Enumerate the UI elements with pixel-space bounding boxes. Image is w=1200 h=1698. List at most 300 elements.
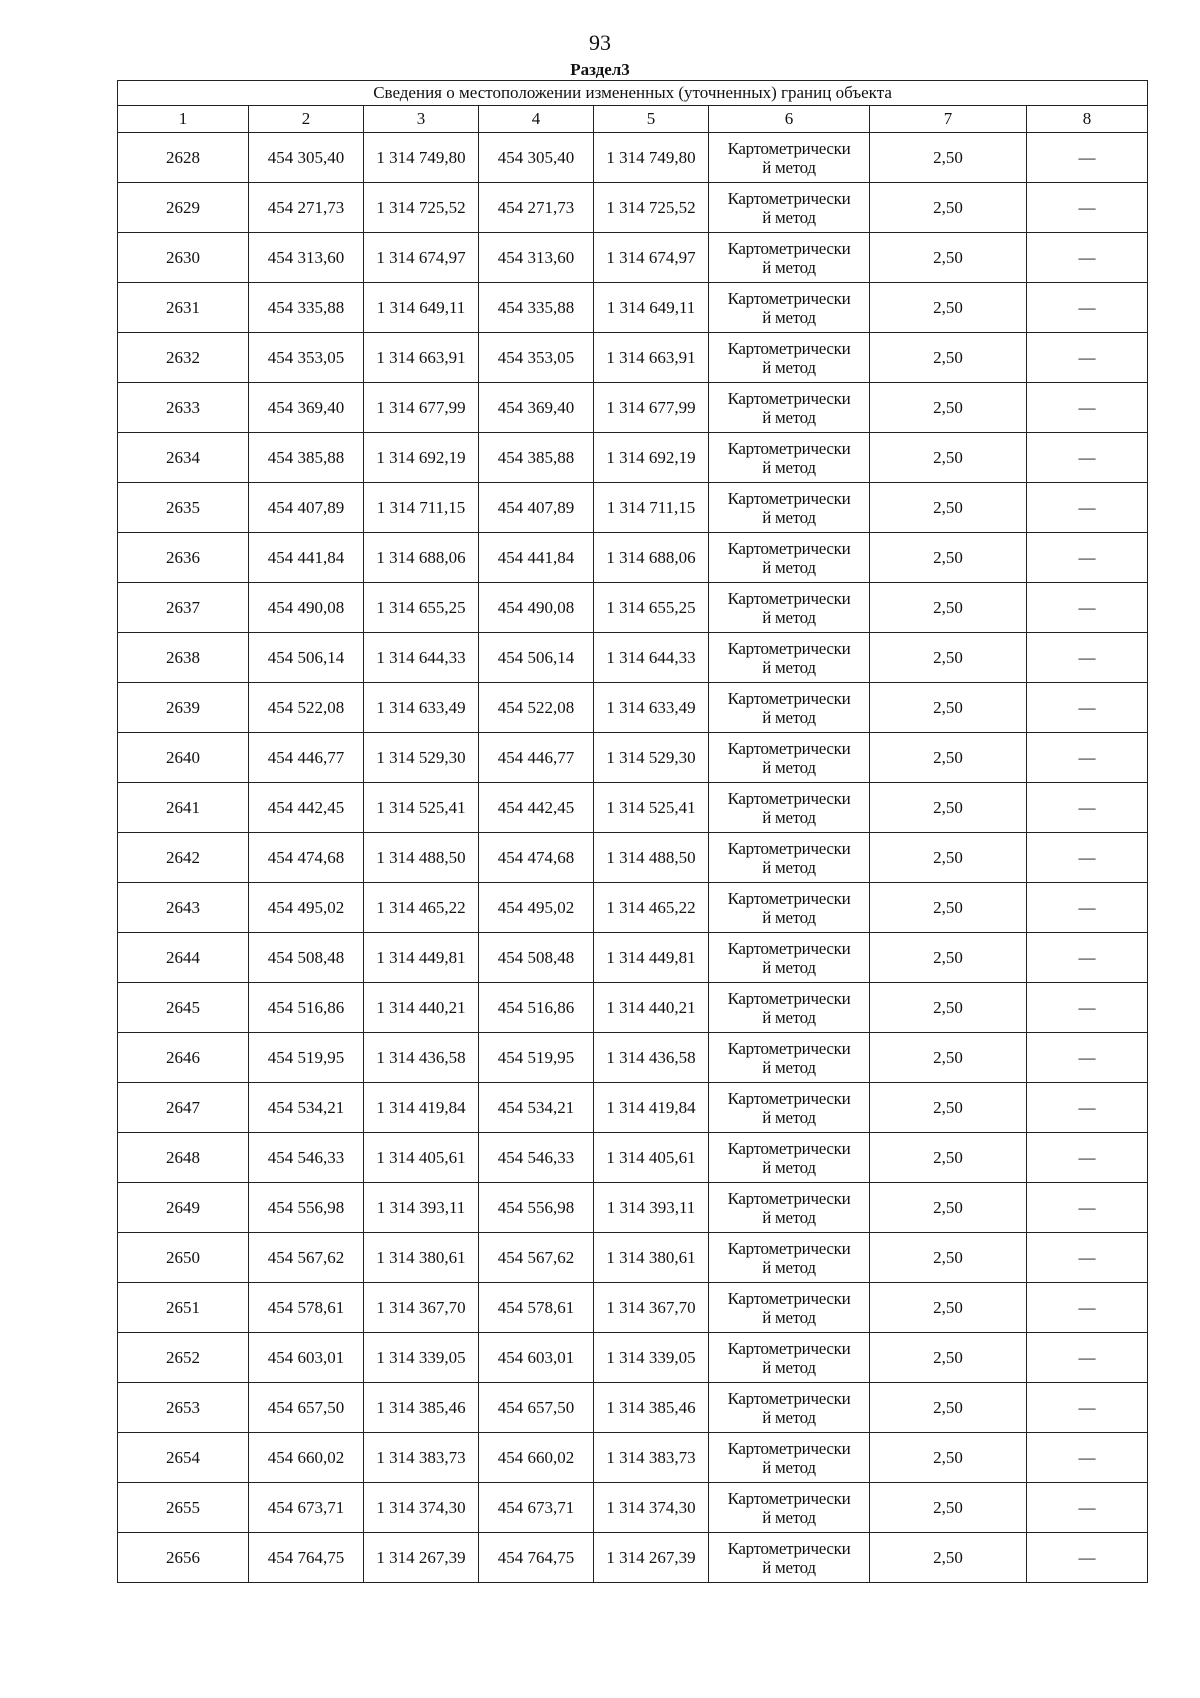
method-line: Картометрически xyxy=(727,338,851,358)
method-line: Картометрически xyxy=(727,638,851,658)
y-existing-cell: 1 314 688,06 xyxy=(364,533,479,583)
x-existing-cell: 454 673,71 xyxy=(249,1483,364,1533)
point-number-cell: 2640 xyxy=(118,733,249,783)
y-existing-cell: 1 314 725,52 xyxy=(364,183,479,233)
table-row xyxy=(118,1383,1148,1433)
method-line: й метод xyxy=(762,407,816,427)
y-existing-cell: 1 314 674,97 xyxy=(364,233,479,283)
accuracy-cell: 2,50 xyxy=(870,1133,1027,1183)
accuracy-cell: 2,50 xyxy=(870,1533,1027,1583)
method-line: й метод xyxy=(762,1457,816,1477)
y-existing-cell: 1 314 339,05 xyxy=(364,1333,479,1383)
table-row xyxy=(118,983,1148,1033)
method-cell xyxy=(709,1083,870,1133)
method-line: Картометрически xyxy=(727,388,851,408)
method-line: Картометрически xyxy=(727,1238,851,1258)
description-cell: — xyxy=(1027,383,1148,433)
accuracy-cell: 2,50 xyxy=(870,1033,1027,1083)
x-existing-cell: 454 490,08 xyxy=(249,583,364,633)
y-refined-cell: 1 314 711,15 xyxy=(594,483,709,533)
x-refined-cell: 454 495,02 xyxy=(479,883,594,933)
x-existing-cell: 454 313,60 xyxy=(249,233,364,283)
method-line: Картометрически xyxy=(727,1188,851,1208)
column-number: 4 xyxy=(479,106,594,133)
y-existing-cell: 1 314 525,41 xyxy=(364,783,479,833)
x-refined-cell: 454 603,01 xyxy=(479,1333,594,1383)
y-existing-cell: 1 314 374,30 xyxy=(364,1483,479,1533)
method-line: й метод xyxy=(762,1007,816,1027)
table-row xyxy=(118,383,1148,433)
accuracy-cell: 2,50 xyxy=(870,1483,1027,1533)
description-cell: — xyxy=(1027,1383,1148,1433)
description-cell: — xyxy=(1027,283,1148,333)
method-cell xyxy=(709,883,870,933)
point-number-cell: 2629 xyxy=(118,183,249,233)
description-cell: — xyxy=(1027,983,1148,1033)
section-title: Раздел3 xyxy=(570,60,630,79)
table-row xyxy=(118,683,1148,733)
y-refined-cell: 1 314 525,41 xyxy=(594,783,709,833)
method-line: Картометрически xyxy=(727,938,851,958)
accuracy-cell: 2,50 xyxy=(870,1333,1027,1383)
y-refined-cell: 1 314 374,30 xyxy=(594,1483,709,1533)
x-existing-cell: 454 546,33 xyxy=(249,1133,364,1183)
method-cell xyxy=(709,1233,870,1283)
accuracy-cell: 2,50 xyxy=(870,333,1027,383)
x-refined-cell: 454 442,45 xyxy=(479,783,594,833)
x-refined-cell: 454 673,71 xyxy=(479,1483,594,1533)
y-refined-cell: 1 314 649,11 xyxy=(594,283,709,333)
description-cell: — xyxy=(1027,533,1148,583)
method-cell xyxy=(709,133,870,183)
y-existing-cell: 1 314 644,33 xyxy=(364,633,479,683)
accuracy-cell: 2,50 xyxy=(870,933,1027,983)
accuracy-cell: 2,50 xyxy=(870,883,1027,933)
table-row xyxy=(118,183,1148,233)
method-line: й метод xyxy=(762,1407,816,1427)
method-line: Картометрически xyxy=(727,1338,851,1358)
point-number-cell: 2652 xyxy=(118,1333,249,1383)
y-refined-cell: 1 314 339,05 xyxy=(594,1333,709,1383)
method-cell xyxy=(709,433,870,483)
method-line: Картометрически xyxy=(727,588,851,608)
description-cell: — xyxy=(1027,1283,1148,1333)
description-cell: — xyxy=(1027,233,1148,283)
y-refined-cell: 1 314 674,97 xyxy=(594,233,709,283)
table-row xyxy=(118,1533,1148,1583)
accuracy-cell: 2,50 xyxy=(870,183,1027,233)
method-cell xyxy=(709,733,870,783)
method-line: й метод xyxy=(762,607,816,627)
x-refined-cell: 454 441,84 xyxy=(479,533,594,583)
method-cell xyxy=(709,1433,870,1483)
method-cell xyxy=(709,233,870,283)
table-row xyxy=(118,1183,1148,1233)
y-existing-cell: 1 314 465,22 xyxy=(364,883,479,933)
table-row xyxy=(118,933,1148,983)
accuracy-cell: 2,50 xyxy=(870,1433,1027,1483)
y-refined-cell: 1 314 465,22 xyxy=(594,883,709,933)
description-cell: — xyxy=(1027,733,1148,783)
x-existing-cell: 454 305,40 xyxy=(249,133,364,183)
point-number-cell: 2641 xyxy=(118,783,249,833)
y-refined-cell: 1 314 383,73 xyxy=(594,1433,709,1483)
x-refined-cell: 454 385,88 xyxy=(479,433,594,483)
method-cell xyxy=(709,683,870,733)
method-cell xyxy=(709,1483,870,1533)
method-line: й метод xyxy=(762,1507,816,1527)
point-number-cell: 2650 xyxy=(118,1233,249,1283)
x-existing-cell: 454 764,75 xyxy=(249,1533,364,1583)
table-row xyxy=(118,633,1148,683)
method-line: Картометрически xyxy=(727,488,851,508)
x-refined-cell: 454 578,61 xyxy=(479,1283,594,1333)
method-cell xyxy=(709,1333,870,1383)
y-refined-cell: 1 314 436,58 xyxy=(594,1033,709,1083)
y-existing-cell: 1 314 380,61 xyxy=(364,1233,479,1283)
point-number-cell: 2631 xyxy=(118,283,249,333)
method-line: й метод xyxy=(762,307,816,327)
method-line: й метод xyxy=(762,1357,816,1377)
y-refined-cell: 1 314 633,49 xyxy=(594,683,709,733)
y-refined-cell: 1 314 440,21 xyxy=(594,983,709,1033)
x-refined-cell: 454 519,95 xyxy=(479,1033,594,1083)
y-refined-cell: 1 314 725,52 xyxy=(594,183,709,233)
point-number-cell: 2632 xyxy=(118,333,249,383)
x-existing-cell: 454 442,45 xyxy=(249,783,364,833)
column-number: 3 xyxy=(364,106,479,133)
x-refined-cell: 454 271,73 xyxy=(479,183,594,233)
y-existing-cell: 1 314 488,50 xyxy=(364,833,479,883)
y-refined-cell: 1 314 529,30 xyxy=(594,733,709,783)
method-line: й метод xyxy=(762,757,816,777)
x-existing-cell: 454 353,05 xyxy=(249,333,364,383)
table-row xyxy=(118,1133,1148,1183)
accuracy-cell: 2,50 xyxy=(870,133,1027,183)
method-cell xyxy=(709,533,870,583)
description-cell: — xyxy=(1027,1033,1148,1083)
point-number-cell: 2638 xyxy=(118,633,249,683)
x-refined-cell: 454 522,08 xyxy=(479,683,594,733)
accuracy-cell: 2,50 xyxy=(870,683,1027,733)
method-line: Картометрически xyxy=(727,838,851,858)
y-refined-cell: 1 314 405,61 xyxy=(594,1133,709,1183)
description-cell: — xyxy=(1027,1433,1148,1483)
x-existing-cell: 454 407,89 xyxy=(249,483,364,533)
x-existing-cell: 454 506,14 xyxy=(249,633,364,683)
table-row xyxy=(118,1083,1148,1133)
y-refined-cell: 1 314 419,84 xyxy=(594,1083,709,1133)
method-line: й метод xyxy=(762,157,816,177)
y-existing-cell: 1 314 677,99 xyxy=(364,383,479,433)
y-refined-cell: 1 314 380,61 xyxy=(594,1233,709,1283)
accuracy-cell: 2,50 xyxy=(870,433,1027,483)
x-refined-cell: 454 474,68 xyxy=(479,833,594,883)
x-refined-cell: 454 305,40 xyxy=(479,133,594,183)
method-cell xyxy=(709,383,870,433)
boundary-coordinates-table xyxy=(117,80,1148,1583)
y-refined-cell: 1 314 688,06 xyxy=(594,533,709,583)
x-existing-cell: 454 534,21 xyxy=(249,1083,364,1133)
table-row xyxy=(118,333,1148,383)
method-line: Картометрически xyxy=(727,1038,851,1058)
point-number-cell: 2651 xyxy=(118,1283,249,1333)
y-existing-cell: 1 314 383,73 xyxy=(364,1433,479,1483)
method-cell xyxy=(709,1033,870,1083)
method-line: й метод xyxy=(762,1107,816,1127)
point-number-cell: 2648 xyxy=(118,1133,249,1183)
accuracy-cell: 2,50 xyxy=(870,633,1027,683)
method-cell xyxy=(709,833,870,883)
description-cell: — xyxy=(1027,1083,1148,1133)
x-existing-cell: 454 495,02 xyxy=(249,883,364,933)
x-refined-cell: 454 407,89 xyxy=(479,483,594,533)
x-refined-cell: 454 546,33 xyxy=(479,1133,594,1183)
description-cell: — xyxy=(1027,483,1148,533)
accuracy-cell: 2,50 xyxy=(870,483,1027,533)
table-row xyxy=(118,133,1148,183)
table-row xyxy=(118,1483,1148,1533)
table-row xyxy=(118,833,1148,883)
method-line: й метод xyxy=(762,207,816,227)
y-refined-cell: 1 314 644,33 xyxy=(594,633,709,683)
method-line: Картометрически xyxy=(727,1138,851,1158)
method-cell xyxy=(709,1183,870,1233)
table-body xyxy=(118,133,1148,1583)
method-line: й метод xyxy=(762,707,816,727)
method-cell xyxy=(709,483,870,533)
x-existing-cell: 454 556,98 xyxy=(249,1183,364,1233)
y-existing-cell: 1 314 663,91 xyxy=(364,333,479,383)
table-row xyxy=(118,1283,1148,1333)
column-number: 8 xyxy=(1027,106,1148,133)
accuracy-cell: 2,50 xyxy=(870,983,1027,1033)
description-cell: — xyxy=(1027,1183,1148,1233)
y-existing-cell: 1 314 440,21 xyxy=(364,983,479,1033)
description-cell: — xyxy=(1027,433,1148,483)
x-refined-cell: 454 660,02 xyxy=(479,1433,594,1483)
y-refined-cell: 1 314 488,50 xyxy=(594,833,709,883)
description-cell: — xyxy=(1027,883,1148,933)
point-number-cell: 2649 xyxy=(118,1183,249,1233)
accuracy-cell: 2,50 xyxy=(870,1083,1027,1133)
y-refined-cell: 1 314 393,11 xyxy=(594,1183,709,1233)
method-line: Картометрически xyxy=(727,1538,851,1558)
method-cell xyxy=(709,1533,870,1583)
description-cell: — xyxy=(1027,1133,1148,1183)
description-cell: — xyxy=(1027,1333,1148,1383)
method-line: Картометрически xyxy=(727,188,851,208)
description-cell: — xyxy=(1027,1533,1148,1583)
y-existing-cell: 1 314 436,58 xyxy=(364,1033,479,1083)
y-existing-cell: 1 314 419,84 xyxy=(364,1083,479,1133)
method-line: й метод xyxy=(762,1157,816,1177)
description-cell: — xyxy=(1027,683,1148,733)
point-number-cell: 2633 xyxy=(118,383,249,433)
accuracy-cell: 2,50 xyxy=(870,1183,1027,1233)
x-existing-cell: 454 441,84 xyxy=(249,533,364,583)
method-line: Картометрически xyxy=(727,438,851,458)
method-line: й метод xyxy=(762,557,816,577)
description-cell: — xyxy=(1027,333,1148,383)
point-number-cell: 2637 xyxy=(118,583,249,633)
x-refined-cell: 454 490,08 xyxy=(479,583,594,633)
x-refined-cell: 454 534,21 xyxy=(479,1083,594,1133)
table-row xyxy=(118,283,1148,333)
y-refined-cell: 1 314 655,25 xyxy=(594,583,709,633)
method-line: Картометрически xyxy=(727,788,851,808)
method-cell xyxy=(709,783,870,833)
y-refined-cell: 1 314 749,80 xyxy=(594,133,709,183)
method-line: Картометрически xyxy=(727,138,851,158)
y-existing-cell: 1 314 385,46 xyxy=(364,1383,479,1433)
method-cell xyxy=(709,283,870,333)
method-line: й метод xyxy=(762,1307,816,1327)
method-cell xyxy=(709,1283,870,1333)
x-refined-cell: 454 764,75 xyxy=(479,1533,594,1583)
y-refined-cell: 1 314 449,81 xyxy=(594,933,709,983)
description-cell: — xyxy=(1027,933,1148,983)
x-refined-cell: 454 506,14 xyxy=(479,633,594,683)
accuracy-cell: 2,50 xyxy=(870,783,1027,833)
method-line: й метод xyxy=(762,907,816,927)
x-existing-cell: 454 271,73 xyxy=(249,183,364,233)
accuracy-cell: 2,50 xyxy=(870,233,1027,283)
method-cell xyxy=(709,633,870,683)
y-refined-cell: 1 314 677,99 xyxy=(594,383,709,433)
x-existing-cell: 454 446,77 xyxy=(249,733,364,783)
table-row xyxy=(118,733,1148,783)
point-number-cell: 2646 xyxy=(118,1033,249,1083)
y-existing-cell: 1 314 393,11 xyxy=(364,1183,479,1233)
point-number-cell: 2630 xyxy=(118,233,249,283)
method-line: Картометрически xyxy=(727,538,851,558)
method-cell xyxy=(709,583,870,633)
y-existing-cell: 1 314 692,19 xyxy=(364,433,479,483)
y-existing-cell: 1 314 655,25 xyxy=(364,583,479,633)
column-number: 7 xyxy=(870,106,1027,133)
method-line: й метод xyxy=(762,657,816,677)
method-line: Картометрически xyxy=(727,688,851,708)
method-cell xyxy=(709,333,870,383)
method-cell xyxy=(709,983,870,1033)
accuracy-cell: 2,50 xyxy=(870,1233,1027,1283)
column-number: 5 xyxy=(594,106,709,133)
method-line: Картометрически xyxy=(727,988,851,1008)
table-caption: Сведения о местоположении измененных (уточненных) границ объекта xyxy=(118,81,1148,106)
x-existing-cell: 454 567,62 xyxy=(249,1233,364,1283)
accuracy-cell: 2,50 xyxy=(870,833,1027,883)
method-line: й метод xyxy=(762,457,816,477)
method-line: Картометрически xyxy=(727,738,851,758)
point-number-cell: 2644 xyxy=(118,933,249,983)
method-line: Картометрически xyxy=(727,1088,851,1108)
method-line: й метод xyxy=(762,507,816,527)
point-number-cell: 2654 xyxy=(118,1433,249,1483)
point-number-cell: 2643 xyxy=(118,883,249,933)
accuracy-cell: 2,50 xyxy=(870,733,1027,783)
accuracy-cell: 2,50 xyxy=(870,1283,1027,1333)
y-refined-cell: 1 314 663,91 xyxy=(594,333,709,383)
point-number-cell: 2655 xyxy=(118,1483,249,1533)
point-number-cell: 2653 xyxy=(118,1383,249,1433)
x-existing-cell: 454 369,40 xyxy=(249,383,364,433)
table-row xyxy=(118,883,1148,933)
x-existing-cell: 454 519,95 xyxy=(249,1033,364,1083)
method-cell xyxy=(709,1383,870,1433)
table-row xyxy=(118,1433,1148,1483)
method-cell xyxy=(709,933,870,983)
table-row xyxy=(118,783,1148,833)
point-number-cell: 2647 xyxy=(118,1083,249,1133)
point-number-cell: 2635 xyxy=(118,483,249,533)
method-line: й метод xyxy=(762,1207,816,1227)
method-cell xyxy=(709,183,870,233)
y-existing-cell: 1 314 649,11 xyxy=(364,283,479,333)
method-line: Картометрически xyxy=(727,288,851,308)
point-number-cell: 2656 xyxy=(118,1533,249,1583)
x-existing-cell: 454 603,01 xyxy=(249,1333,364,1383)
accuracy-cell: 2,50 xyxy=(870,533,1027,583)
page-number: 93 xyxy=(589,30,611,55)
x-existing-cell: 454 516,86 xyxy=(249,983,364,1033)
method-line: Картометрически xyxy=(727,238,851,258)
point-number-cell: 2628 xyxy=(118,133,249,183)
point-number-cell: 2636 xyxy=(118,533,249,583)
method-line: й метод xyxy=(762,357,816,377)
accuracy-cell: 2,50 xyxy=(870,383,1027,433)
table-row xyxy=(118,533,1148,583)
y-refined-cell: 1 314 385,46 xyxy=(594,1383,709,1433)
x-existing-cell: 454 335,88 xyxy=(249,283,364,333)
accuracy-cell: 2,50 xyxy=(870,283,1027,333)
column-number-row xyxy=(118,106,1148,133)
x-existing-cell: 454 578,61 xyxy=(249,1283,364,1333)
description-cell: — xyxy=(1027,783,1148,833)
table-row xyxy=(118,583,1148,633)
point-number-cell: 2639 xyxy=(118,683,249,733)
x-refined-cell: 454 313,60 xyxy=(479,233,594,283)
table-row xyxy=(118,1033,1148,1083)
y-existing-cell: 1 314 367,70 xyxy=(364,1283,479,1333)
y-refined-cell: 1 314 267,39 xyxy=(594,1533,709,1583)
point-number-cell: 2634 xyxy=(118,433,249,483)
table-row xyxy=(118,1333,1148,1383)
description-cell: — xyxy=(1027,183,1148,233)
y-existing-cell: 1 314 267,39 xyxy=(364,1533,479,1583)
method-line: й метод xyxy=(762,1257,816,1277)
table-row xyxy=(118,233,1148,283)
table-row xyxy=(118,1233,1148,1283)
method-line: Картометрически xyxy=(727,1438,851,1458)
accuracy-cell: 2,50 xyxy=(870,1383,1027,1433)
description-cell: — xyxy=(1027,833,1148,883)
x-refined-cell: 454 567,62 xyxy=(479,1233,594,1283)
method-line: й метод xyxy=(762,957,816,977)
y-existing-cell: 1 314 633,49 xyxy=(364,683,479,733)
y-existing-cell: 1 314 529,30 xyxy=(364,733,479,783)
method-line: Картометрически xyxy=(727,1388,851,1408)
accuracy-cell: 2,50 xyxy=(870,583,1027,633)
method-line: й метод xyxy=(762,257,816,277)
x-refined-cell: 454 556,98 xyxy=(479,1183,594,1233)
method-line: й метод xyxy=(762,857,816,877)
x-refined-cell: 454 508,48 xyxy=(479,933,594,983)
y-existing-cell: 1 314 749,80 xyxy=(364,133,479,183)
description-cell: — xyxy=(1027,133,1148,183)
method-line: й метод xyxy=(762,1057,816,1077)
x-existing-cell: 454 474,68 xyxy=(249,833,364,883)
